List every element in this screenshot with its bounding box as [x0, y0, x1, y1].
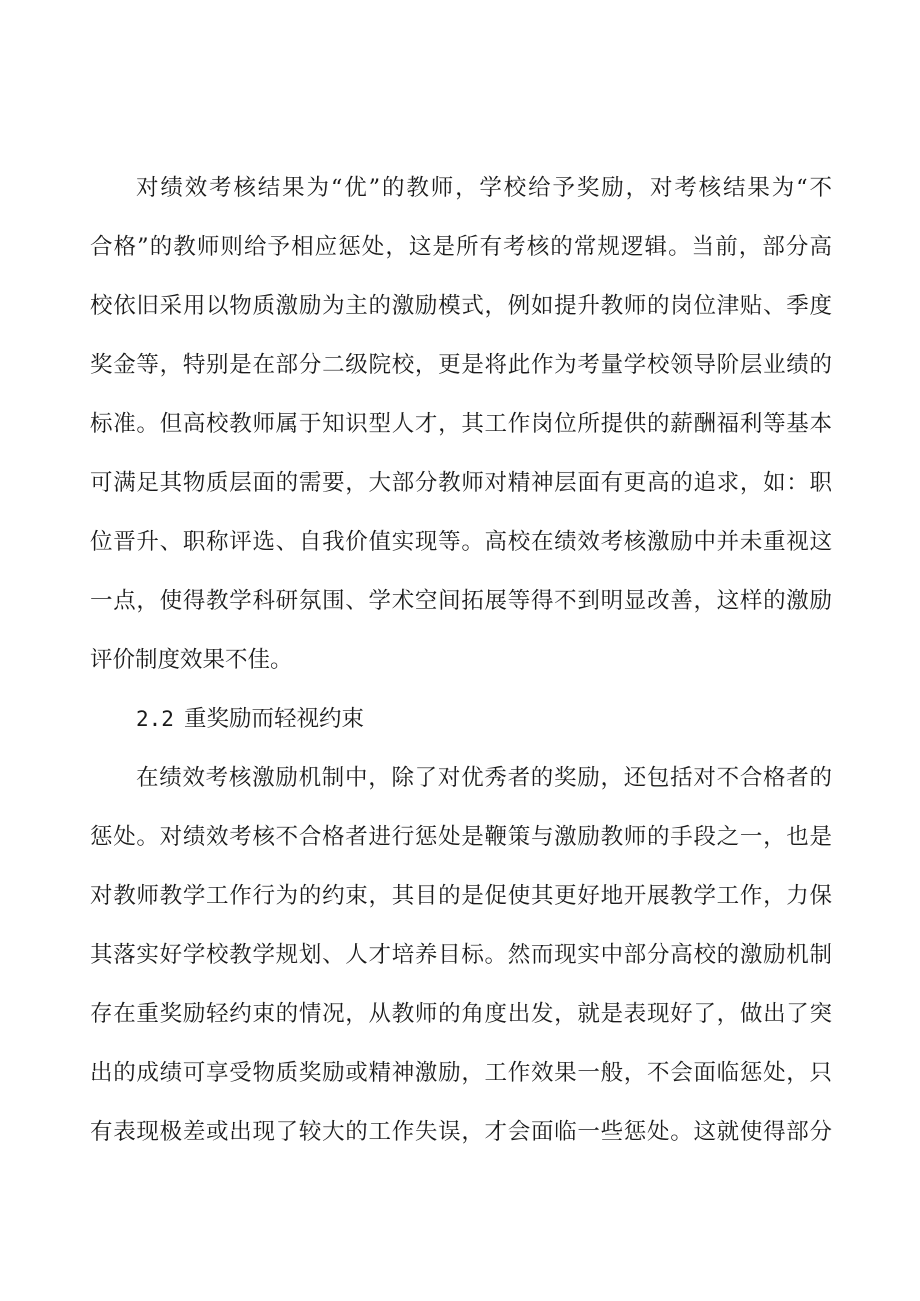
paragraph-line: 位晋升、职称评选、自我价值实现等。高校在绩效考核激励中并未重视这 [90, 529, 832, 555]
paragraph-line: 一点，使得教学科研氛围、学术空间拓展等得不到明显改善，这样的激励 [90, 588, 832, 614]
paragraph-line: 对绩效考核结果为“优”的教师，学校给予奖励，对考核结果为“不 [136, 175, 832, 201]
paragraph-line: 奖金等，特别是在部分二级院校，更是将此作为考量学校领导阶层业绩的 [90, 352, 832, 378]
paragraph-line: 存在重奖励轻约束的情况，从教师的角度出发，就是表现好了，做出了突 [90, 1001, 832, 1027]
paragraph-line: 出的成绩可享受物质奖励或精神激励，工作效果一般，不会面临惩处，只 [90, 1060, 832, 1086]
paragraph-line: 有表现极差或出现了较大的工作失误，才会面临一些惩处。这就使得部分 [90, 1119, 832, 1145]
paragraph-line: 合格”的教师则给予相应惩处，这是所有考核的常规逻辑。当前，部分高 [90, 234, 832, 260]
paragraph-line: 标准。但高校教师属于知识型人才，其工作岗位所提供的薪酬福利等基本 [90, 411, 832, 437]
paragraph-line: 可满足其物质层面的需要，大部分教师对精神层面有更高的追求，如：职 [90, 470, 832, 496]
paragraph-line: 其落实好学校教学规划、人才培养目标。然而现实中部分高校的激励机制 [90, 942, 832, 968]
paragraph-line: 在绩效考核激励机制中，除了对优秀者的奖励，还包括对不合格者的 [136, 765, 832, 791]
section-heading [136, 701, 364, 737]
paragraph-line: 惩处。对绩效考核不合格者进行惩处是鞭策与激励教师的手段之一，也是 [90, 824, 832, 850]
paragraph-line: 评价制度效果不佳。 [90, 647, 293, 673]
paragraph-line: 对教师教学工作行为的约束，其目的是促使其更好地开展教学工作，力保 [90, 883, 832, 909]
paragraph-line: 校依旧采用以物质激励为主的激励模式，例如提升教师的岗位津贴、季度 [90, 293, 832, 319]
section-title: 重奖励而轻视约束 [183, 706, 364, 732]
section-number: 2.2 [136, 707, 174, 731]
